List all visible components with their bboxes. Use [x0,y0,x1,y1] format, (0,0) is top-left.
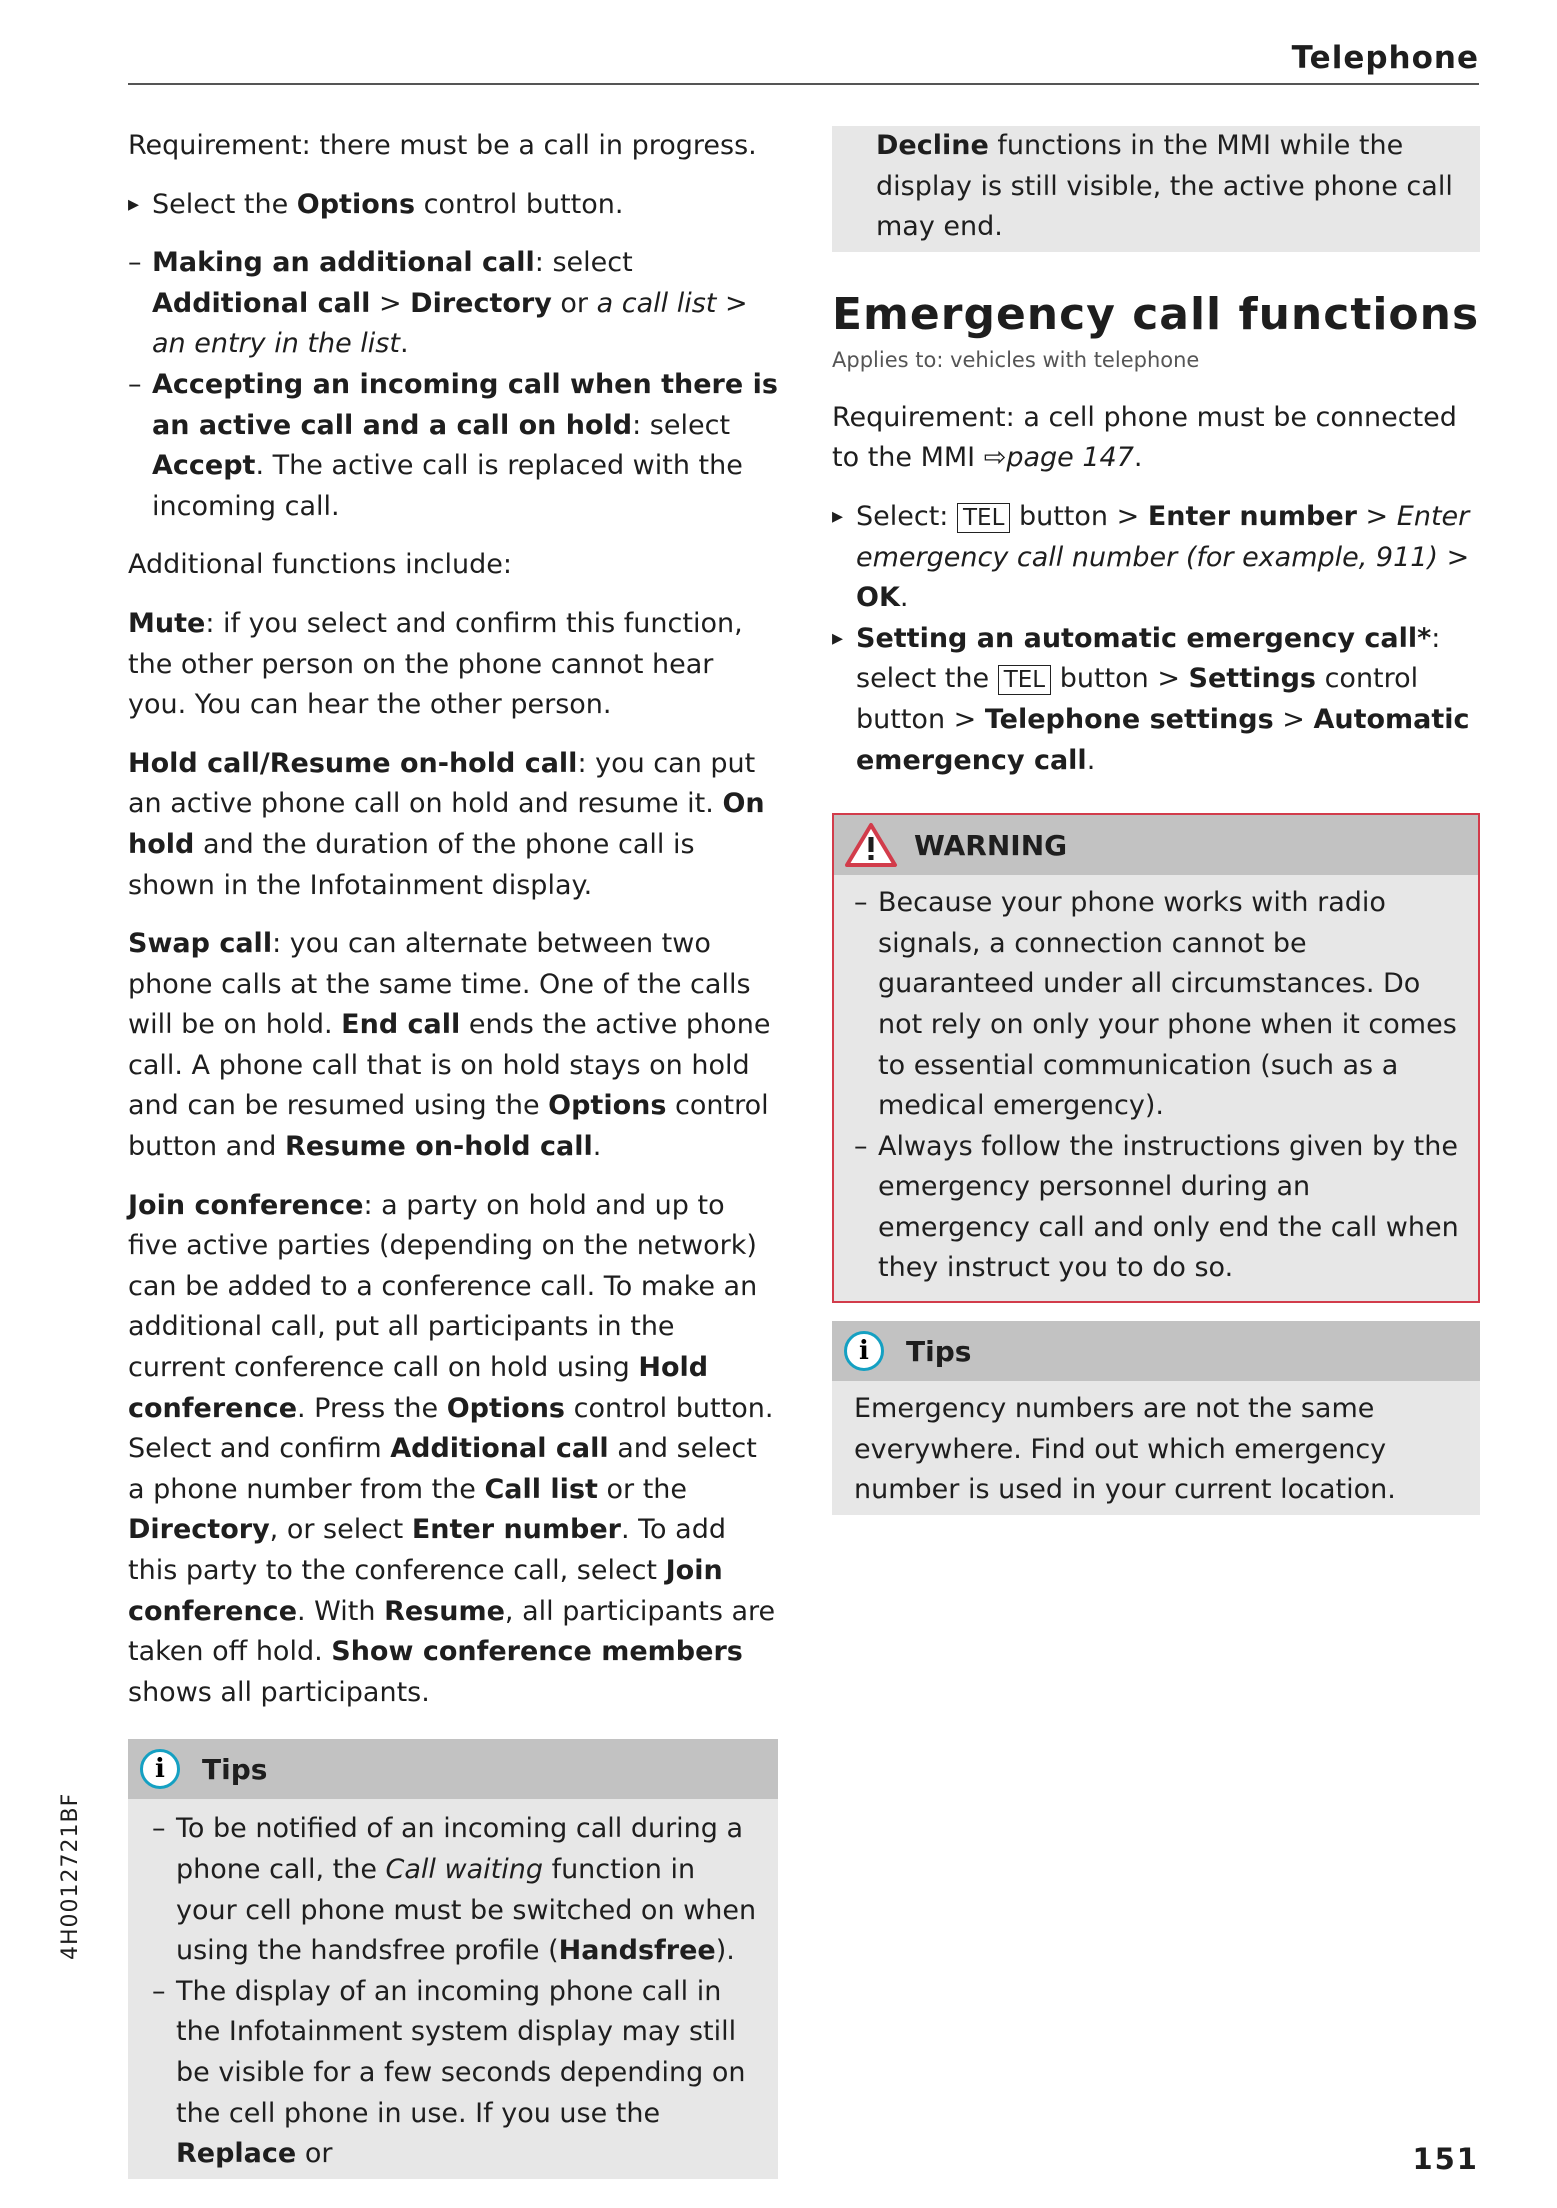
tips-header-right [832,1321,1480,1381]
warning-box [832,813,1480,1303]
warning-item-radio: – Because your phone works with radio signals, a connection cannot be guaranteed under all circumstances. Do not rely on only your phone when it comes to essential communication (such as a medical emergency). [854,883,1460,1127]
page-header-title: Telephone [1291,40,1479,76]
step-enter-number: ▸ Select: TEL button > Enter number > Enter emergency call number (for example, 911) > OK. [832,497,1480,619]
page-link[interactable]: page 147 [1006,442,1134,474]
warning-title: WARNING [914,828,1068,862]
join-conference-paragraph: Join conference: a party on hold and up to five active parties (depending on the network) can be added to a conference call. To make an additional call, put all participants in the current conference call on hold using Hold conference. Press the Options control button. Select and confirm Additional call and select a phone number from the Call list or the Directory, or select Enter number. To add this party to the conference call, select Join conference. With Resume, all participants are taken off hold. Show conference members shows all participants. [128,1189,776,1708]
tips-item-call-waiting: – To be notified of an incoming call during a phone call, the Call waiting function in your cell phone must be switched on when using the handsfree profile (Handsfree). [152,1809,760,1971]
hold-call-paragraph: Hold call/Resume on-hold call: you can put an active phone call on hold and resume it. On hold and the duration of the phone call is shown in the Infotainment display. [128,747,765,901]
step-automatic-emergency: ▸ Setting an automatic emergency call*: select the TEL button > Settings control button > Telephone settings > Automatic emergency call. [832,619,1480,781]
additional-functions-text: Additional functions include: [128,549,512,581]
tel-button-label: TEL [957,503,1010,533]
tel-button-label: TEL [998,665,1051,695]
tips-header-left [128,1739,778,1799]
right-column [832,126,1480,1515]
requirement-text: Requirement: there must be a call in progress. [128,130,757,161]
warning-header [834,815,1478,875]
list-item-accept-call: – Accepting an incoming call when there is an active call and a call on hold: select Accept. The active call is replaced with the incoming call. [128,365,778,527]
tips-title-left: Tips [202,1752,268,1786]
requirement-phone: Requirement: a cell phone must be connected to the MMI ⇨page 147. [832,401,1457,474]
step-select-options: ▸ Select the Options control button. [128,185,778,226]
continued-box [832,126,1480,252]
warning-item-instructions: – Always follow the instructions given by the emergency personnel during an emergency call and only end the call when they instruct you to do so. [854,1127,1460,1289]
info-icon: i [140,1749,180,1789]
document-code: 4H0012721BF [58,1792,83,1960]
page-number: 151 [1412,2142,1479,2176]
continued-text: Decline functions in the MMI while the display is still visible, the active phone call may end. [876,130,1453,243]
list-item-additional-call: – Making an additional call: select Additional call > Directory or a call list > an entry in the list. [128,243,778,365]
section-title: Emergency call functions [832,288,1480,340]
header-rule [128,83,1479,85]
tips-box-left [128,1739,778,2178]
reference-arrow-icon: ⇨ [983,442,1007,474]
tips-item-display: – The display of an incoming phone call in the Infotainment system display may still be visible for a few seconds depending on the cell phone in use. If you use the Replace or [152,1972,760,2175]
mute-paragraph: Mute: if you select and confirm this function, the other person on the phone cannot hear you. You can hear the other person. [128,607,743,721]
swap-call-paragraph: Swap call: you can alternate between two phone calls at the same time. One of the calls will be on hold. End call ends the active phone call. A phone call that is on hold stays on hold and can be resumed using the Options control button and Resume on-hold call. [128,928,771,1163]
info-icon: i [844,1331,884,1371]
warning-triangle-icon [844,822,898,868]
applies-to-text: Applies to: vehicles with telephone [832,347,1200,372]
tips-title-right: Tips [906,1334,972,1368]
tips-text-right: Emergency numbers are not the same everywhere. Find out which emergency number is used in your current location. [854,1393,1396,1506]
left-column [128,126,778,2179]
tips-box-right [832,1321,1480,1515]
